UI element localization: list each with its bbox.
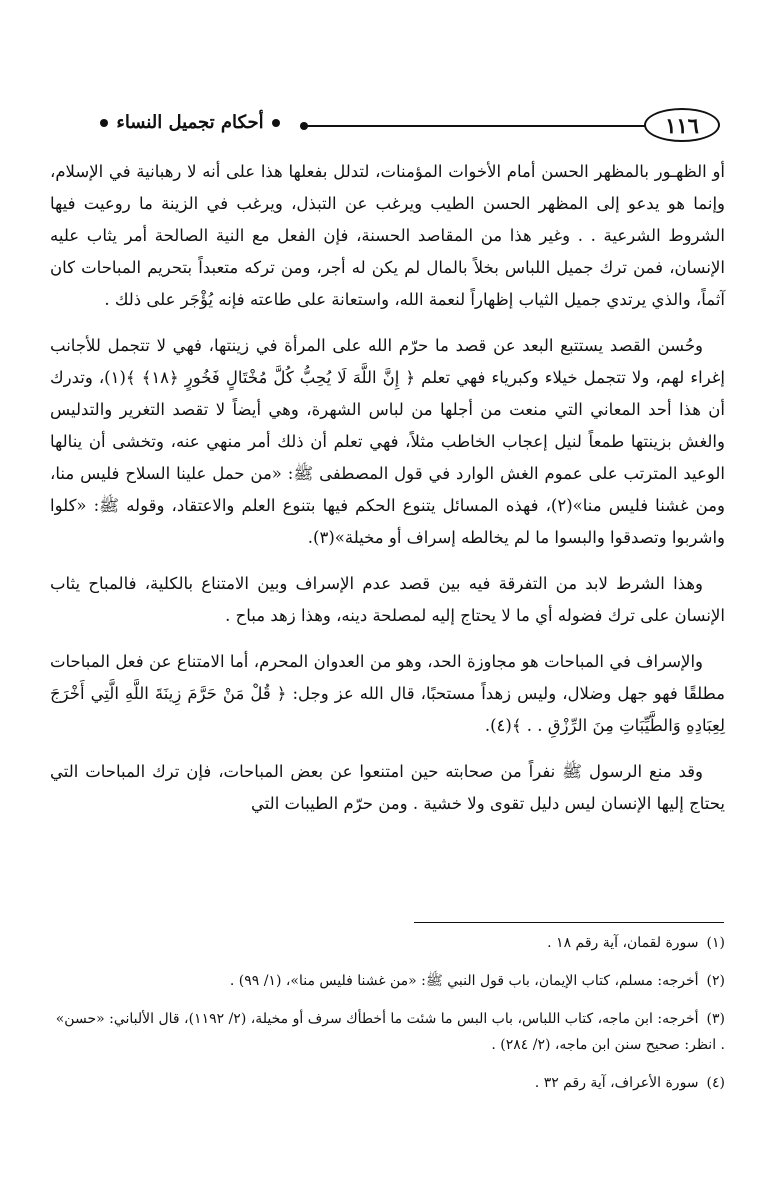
footnotes xyxy=(50,930,725,1108)
paragraph: وقد منع الرسول ﷺ نفراً من صحابته حين امتنعوا عن بعض المباحات، فإن ترك المباحات التي يحتاج إليها الإنسان ليس دليل تقوى ولا خشية . ومن حرّم الطيبات التي xyxy=(50,762,725,813)
page-number: ١١٦ xyxy=(644,108,720,142)
footnote-divider xyxy=(414,922,724,923)
footnote-text: سورة لقمان، آية رقم ١٨ . xyxy=(547,935,699,951)
footnote-text: أخرجه: ابن ماجه، كتاب اللباس، باب البس ما شئت ما أخطأك سرف أو مخيلة، (٢/ ١١٩٢)، قال الألباني: «حسن» . انظر: صحيح سنن ابن ماجه، (٢/ ٢٨٤) . xyxy=(55,1011,725,1053)
footnote xyxy=(50,968,725,994)
running-title: أحكام تجميل النساء xyxy=(80,112,300,133)
page-header xyxy=(60,108,720,148)
paragraph: وهذا الشرط لابد من التفرقة فيه بين قصد عدم الإسراف وبين الامتناع بالكلية، فالمباح يثاب الإنسان على ترك فضوله أي ما لا يحتاج إليه لمصلحة دينه، وهذا زهد مباح . xyxy=(50,574,725,625)
footnote xyxy=(50,930,725,956)
paragraph: أو الظهـور بالمظهر الحسن أمام الأخوات المؤمنات، لتدلل بفعلها هذا على أنه لا رهبانية في الإسلام، وإنما هو يدعو إلى المظهر الحسن الطيب ويرغب عن التبذل، ويرغب في الزينة ما روعيت فيها الشروط الشرعية . . وغير هذا من المقاصد الحسنة، فإن الفعل مع النية الصالحة أمر يثاب عليه الإنسان، فمن ترك جميل اللباس بخلاً بالمال لم يكن له أجر، ومن تركه متعبداً بتحريم المباحات كان آثماً، والذي يرتدي جميل الثياب إظهاراً لنعمة الله، واستعانة على طاعته فإنه يُؤْجَر على ذلك . xyxy=(50,162,725,309)
body-text xyxy=(50,156,725,834)
paragraph: وحُسن القصد يستتبع البعد عن قصد ما حرّم الله على المرأة في زينتها، فهي لا تتجمل للأجانب إغراء لهم، ولا تتجمل خيلاء وكبرياء فهي تعلم ﴿ إِنَّ اللَّهَ لَا يُحِبُّ كُلَّ مُخْتَالٍ فَخُورٍ ﴿١٨﴾ ﴾(١)، وتدرك أن هذا أحد المعاني التي منعت من أجلها من لباس الشهرة، وهي أيضاً لا تقصد التغرير والتدليس والغش بزينتها طمعاً لنيل إعجاب الخاطب مثلاً، فهي تعلم أن ذلك أمر منهي عنه، وتخشى أن ينالها الوعيد المترتب على عموم الغش الوارد في قول المصطفى ﷺ: «من حمل علينا السلاح فليس منا، ومن غشنا فليس منا»(٢)، فهذه المسائل يتنوع الحكم فيها بتنوع العلم والاعتقاد، وقوله ﷺ: «كلوا واشربوا وتصدقوا والبسوا ما لم يخالطه إسراف أو مخيلة»(٣). xyxy=(50,336,726,547)
footnote-number: (٢) xyxy=(706,973,725,989)
footnote xyxy=(50,1070,725,1096)
footnote-text: أخرجه: مسلم، كتاب الإيمان، باب قول النبي ﷺ: «من غشنا فليس منا»، (١/ ٩٩) . xyxy=(229,973,699,989)
footnote-number: (١) xyxy=(706,935,725,951)
header-divider-line xyxy=(304,125,650,127)
paragraph: والإسراف في المباحات هو مجاوزة الحد، وهو من العدوان المحرم، أما الامتناع عن فعل المباحات مطلقًا فهو جهل وضلال، وليس زهداً مستحبًا، قال الله عز وجل: ﴿ قُلْ مَنْ حَرَّمَ زِينَةَ اللَّهِ الَّتِي أَخْرَجَ لِعِبَادِهِ وَالطَّيِّبَاتِ مِنَ الرِّزْقِ . . ﴾(٤). xyxy=(50,652,725,735)
footnote-text: سورة الأعراف، آية رقم ٣٢ . xyxy=(534,1075,699,1091)
footnote-number: (٣) xyxy=(706,1011,725,1027)
footnote xyxy=(50,1006,725,1058)
footnote-number: (٤) xyxy=(706,1075,725,1091)
